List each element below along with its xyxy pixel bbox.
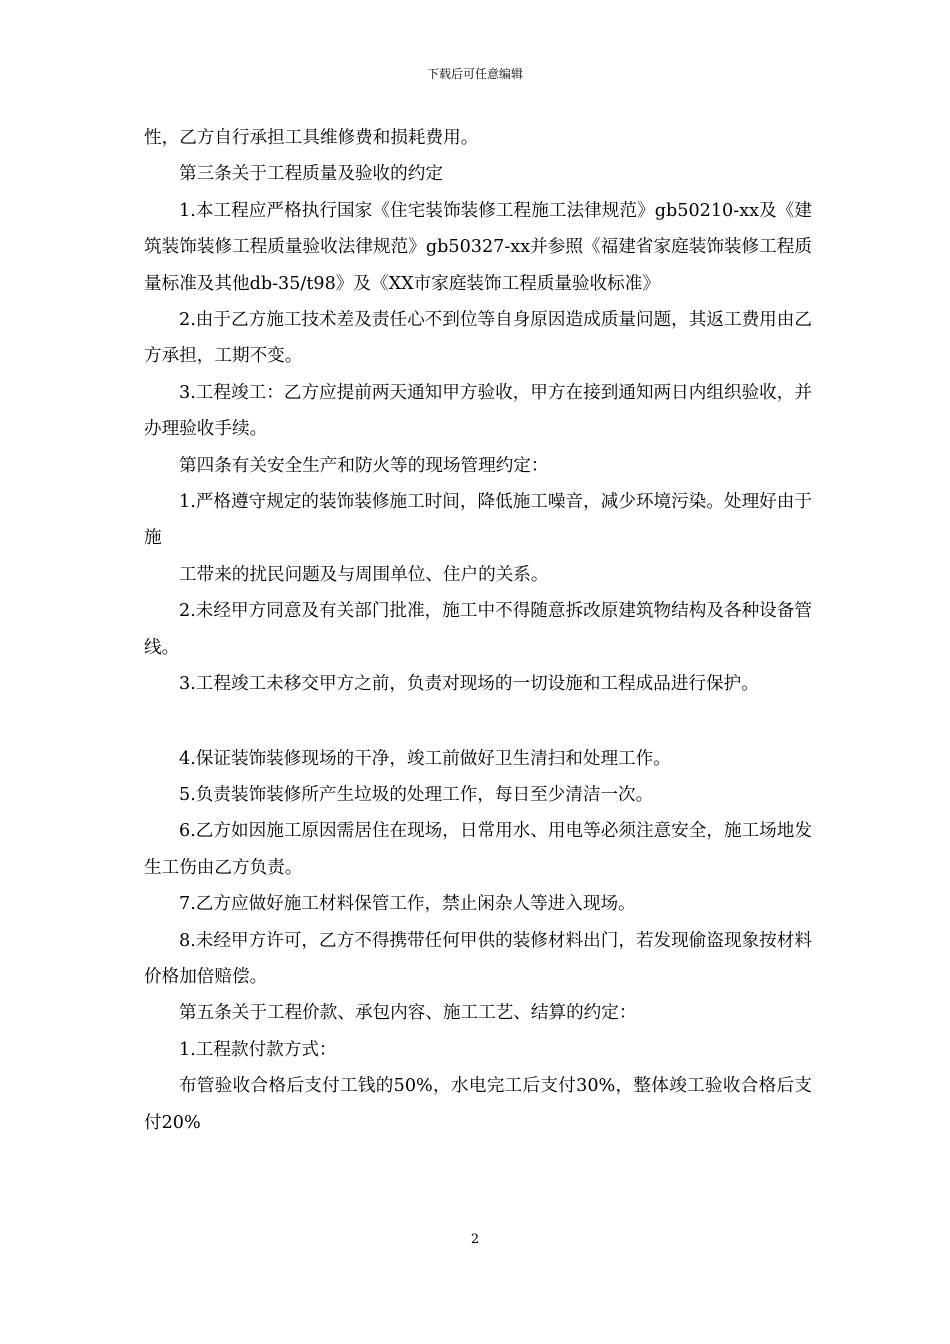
document-body — [144, 120, 812, 1141]
paragraph-onsite-safety: 6.乙方如因施工原因需居住在现场，日常用水、用电等必须注意安全，施工场地发生工伤由乙方负责。 — [144, 821, 812, 878]
paragraph-material-storage: 7.乙方应做好施工材料保管工作，禁止闲杂人等进入现场。 — [179, 894, 636, 915]
paragraph-neighbor-relations: 工带来的扰民问题及与周围单位、住户的关系。 — [179, 564, 549, 585]
paragraph-site-protection: 3.工程竣工未移交甲方之前，负责对现场的一切设施和工程成品进行保护。 — [179, 674, 759, 695]
paragraph-structure-changes: 2.未经甲方同意及有关部门批准，施工中不得随意拆改原建筑物结构及各种设备管线。 — [144, 601, 812, 658]
paragraph-waste-handling: 5.负责装饰装修所产生垃圾的处理工作，每日至少清洁一次。 — [179, 784, 654, 805]
section-heading-article-3: 第三条关于工程质量及验收的约定 — [179, 164, 443, 185]
section-heading-article-5: 第五条关于工程价款、承包内容、施工工艺、结算的约定： — [179, 1003, 637, 1024]
section-heading-article-4: 第四条有关安全生产和防火等的现场管理约定： — [179, 455, 549, 476]
paragraph-continuation: 性，乙方自行承担工具维修费和损耗费用。 — [144, 128, 479, 148]
paragraph-material-theft: 8.未经甲方许可，乙方不得携带任何甲供的装修材料出门，若发现偷盗现象按材料价格加倍赔偿。 — [144, 930, 812, 987]
paragraph-payment-method: 1.工程款付款方式： — [179, 1039, 337, 1060]
blank-line — [144, 703, 812, 741]
paragraph-quality-rework: 2.由于乙方施工技术差及责任心不到位等自身原因造成质量问题，其返工费用由乙方承担，工期不变。 — [144, 310, 812, 367]
paragraph-payment-schedule: 布管验收合格后支付工钱的50%，水电完工后支付30%，整体竣工验收合格后支付20% — [144, 1076, 812, 1133]
page-header: 下载后可任意编辑 — [426, 67, 523, 81]
paragraph-completion-acceptance: 3.工程竣工：乙方应提前两天通知甲方验收，甲方在接到通知两日内组织验收，并办理验收手续。 — [144, 382, 812, 440]
paragraph-construction-time: 1.严格遵守规定的装饰装修施工时间，降低施工噪音，减少环境污染。处理好由于施 — [144, 492, 812, 549]
paragraph-site-cleanliness: 4.保证装饰装修现场的干净，竣工前做好卫生清扫和处理工作。 — [179, 748, 671, 769]
paragraph-quality-standards: 1.本工程应严格执行国家《住宅装饰装修工程施工法律规范》gb50210-xx及《建筑装饰装修工程质量验收法律规范》gb50327-xx并参照《福建省家庭装饰装修工程质量标准及其他db-35/t98》及《XX市家庭装饰工程质量验收标准》 — [144, 200, 812, 294]
page-number: 2 — [470, 1232, 480, 1247]
